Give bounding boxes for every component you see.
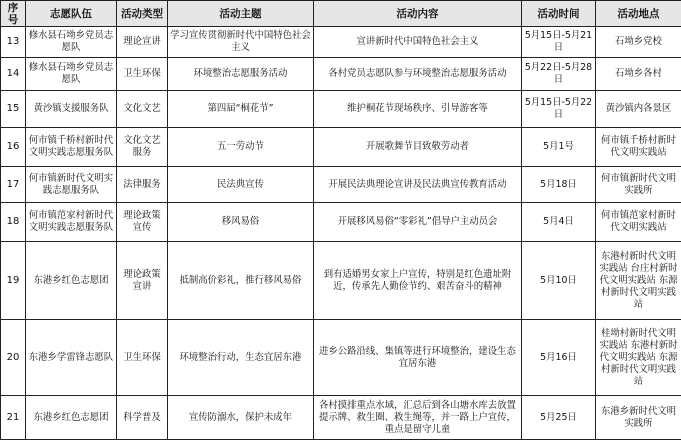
row-team: 黄沙镇支援服务队: [26, 91, 117, 128]
header-time: 活动时间: [522, 1, 596, 27]
row-type: 理论政策宣传: [117, 203, 168, 242]
row-no: 15: [1, 91, 26, 128]
row-theme: 环境整治志愿服务活动: [168, 58, 314, 91]
row-time: 5月22日-5月28日: [522, 58, 596, 91]
table-row: [1, 58, 681, 91]
row-place: 东港乡新时代文明实践所: [596, 396, 681, 440]
row-content: 开展移风易俗“零彩礼”倡导户主动员会: [314, 203, 522, 242]
row-place: 何市镇千桥村新时代文明实践站: [596, 128, 681, 167]
row-content: 各村摸排重点水域，汇总后到各山塘水库去放置提示牌、救生圈、救生绳等，并一路上户宣传，重点是留守儿童: [314, 396, 522, 440]
row-type: 卫生环保: [117, 58, 168, 91]
row-time: 5月18日: [522, 167, 596, 203]
row-no: 18: [1, 203, 26, 242]
row-theme: 民法典宣传: [168, 167, 314, 203]
row-team: 东港乡红色志愿团: [26, 242, 117, 320]
table-row: [1, 242, 681, 320]
row-team: 东港乡红色志愿团: [26, 396, 117, 440]
row-theme: 五一劳动节: [168, 128, 314, 167]
row-no: 21: [1, 396, 26, 440]
header-content: 活动内容: [314, 1, 522, 27]
row-place: 何市镇新时代文明实践所: [596, 167, 681, 203]
table-row: [1, 396, 681, 440]
row-type: 法律服务: [117, 167, 168, 203]
header-team: 志愿队伍: [26, 1, 117, 27]
row-theme: 移风易俗: [168, 203, 314, 242]
row-type: 卫生环保: [117, 320, 168, 396]
row-no: 13: [1, 27, 26, 58]
table-row: [1, 167, 681, 203]
row-no: 20: [1, 320, 26, 396]
table-row: [1, 128, 681, 167]
row-type: 科学普及: [117, 396, 168, 440]
row-time: 5月10日: [522, 242, 596, 320]
table-row: [1, 27, 681, 58]
row-team: 何市镇千桥村新时代文明实践志愿服务队: [26, 128, 117, 167]
row-content: 开展歌舞节目致敬劳动者: [314, 128, 522, 167]
row-place: 黄沙镇内各景区: [596, 91, 681, 128]
row-time: 5月15日-5月22日: [522, 91, 596, 128]
header-place: 活动地点: [596, 1, 681, 27]
row-place: 石坳乡各村: [596, 58, 681, 91]
row-team: 修水县石坳乡党员志愿队: [26, 27, 117, 58]
row-team: 修水县石坳乡党员志愿队: [26, 58, 117, 91]
table-row: [1, 320, 681, 396]
row-type: 文化文艺: [117, 91, 168, 128]
row-time: 5月16日: [522, 320, 596, 396]
row-time: 5月15日-5月21日: [522, 27, 596, 58]
row-time: 5月1号: [522, 128, 596, 167]
row-no: 19: [1, 242, 26, 320]
row-type: 理论政策宣讲: [117, 242, 168, 320]
row-time: 5月25日: [522, 396, 596, 440]
row-no: 17: [1, 167, 26, 203]
row-time: 5月4日: [522, 203, 596, 242]
table-row: [1, 91, 681, 128]
row-content: 到有适婚男女家上户宣传，特别是红色遗址附近，传承先人勤俭节约、艰苦奋斗的精神: [314, 242, 522, 320]
row-type: 文化文艺服务: [117, 128, 168, 167]
row-type: 理论宣讲: [117, 27, 168, 58]
row-no: 16: [1, 128, 26, 167]
row-content: 进乡公路沿线、集镇等进行环境整治，建设生态宜居东港: [314, 320, 522, 396]
row-theme: 学习宣传贯彻新时代中国特色社会主义: [168, 27, 314, 58]
row-theme: 第四届“桐花节”: [168, 91, 314, 128]
row-team: 何市镇新时代文明实践志愿服务队: [26, 167, 117, 203]
header-theme: 活动主题: [168, 1, 314, 27]
row-content: 开展民法典理论宣讲及民法典宣传教育活动: [314, 167, 522, 203]
table-row: [1, 203, 681, 242]
row-team: 东港乡学雷锋志愿队: [26, 320, 117, 396]
header-row: [1, 1, 681, 27]
row-team: 何市镇范家村新时代文明实践志愿服务队: [26, 203, 117, 242]
row-theme: 宣传防溺水，保护未成年: [168, 396, 314, 440]
header-type: 活动类型: [117, 1, 168, 27]
row-place: 石坳乡党校: [596, 27, 681, 58]
row-content: 各村党员志愿队参与环境整治志愿服务活动: [314, 58, 522, 91]
row-place: 何市镇范家村新时代文明实践站: [596, 203, 681, 242]
row-content: 维护桐花节现场秩序、引导游客等: [314, 91, 522, 128]
row-theme: 环境整治行动，生态宜居东港: [168, 320, 314, 396]
row-content: 宣讲新时代中国特色社会主义: [314, 27, 522, 58]
row-place: 东港村新时代文明实践站 台庄村新时代文明实践站 东源村新时代文明实践站: [596, 242, 681, 320]
row-place: 桂坳村新时代文明实践站 东港村新时代文明实践站 东源村新时代文明实践站: [596, 320, 681, 396]
header-no: 序号: [1, 1, 26, 27]
row-theme: 抵制高价彩礼，推行移风易俗: [168, 242, 314, 320]
row-no: 14: [1, 58, 26, 91]
